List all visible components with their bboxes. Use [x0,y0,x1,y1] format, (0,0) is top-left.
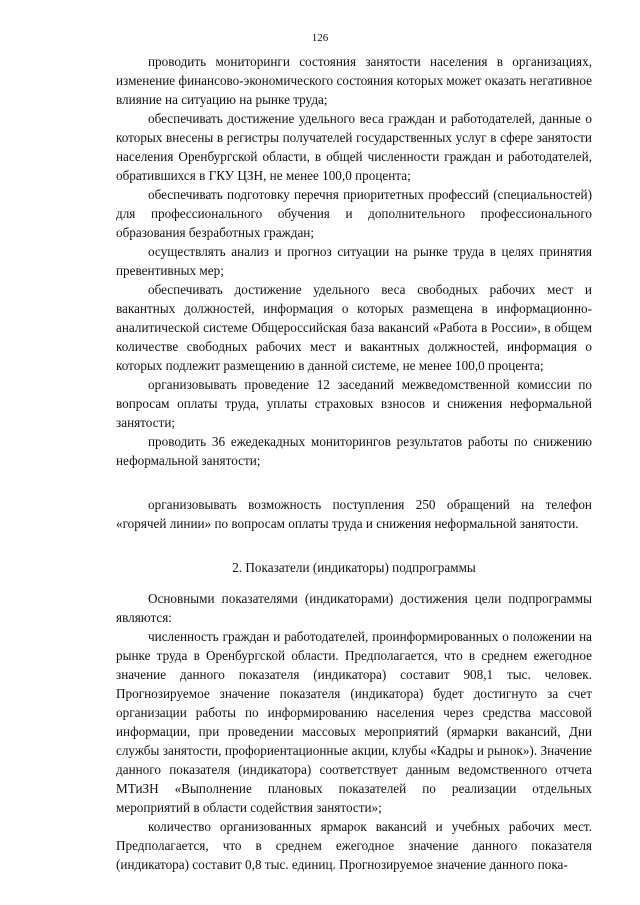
paragraph: Основными показателями (индикаторами) достижения цели подпрограммы являются: [116,591,592,625]
spacer [116,533,592,558]
paragraph-hotline: организовывать возможность поступления 250 обращений на телефон «горячей линии» по вопросам оплаты труда и снижения неформальной занятости. [116,497,592,531]
document-body [116,52,592,874]
paragraph: численность граждан и работодателей, проинформированных о положении на рынке труда в Оренбургской области. Предполагается, что в среднем ежегодное значение данного показателя (индикатора) составит 908,1 тыс. человек. Прогнозируемое значение показателя (индикатора) будет достигнуто за счет организации работы по информированию населения через средства массовой информации, при проведении массовых мероприятий (ярмарки вакансий, Дни службы занятости, профориентационные акции, клубы «Кадры и рынок»). Значение данного показателя (индикатора) соответствует данным ведомственного отчета МТиЗН «Выполнение плановых показателей по реализации отдельных мероприятий в области содействия занятости»; [116,629,592,815]
paragraph: обеспечивать достижение удельного веса граждан и работодателей, данные о которых внесены в регистры получателей государственных услуг в сфере занятости населения Оренбургской области, в общей численности граждан и работодателей, обратившихся в ГКУ ЦЗН, не менее 100,0 процента; [116,111,592,183]
section-heading: 2. Показатели (индикаторы) подпрограммы [232,560,476,575]
paragraph: организовывать проведение 12 заседаний межведомственной комиссии по вопросам оплаты труда, уплаты страховых взносов и снижения неформальной занятости; [116,377,592,430]
spacer [116,577,592,589]
paragraph: обеспечивать подготовку перечня приоритетных профессий (специальностей) для профессионального обучения и дополнительного профессионального образования безработных граждан; [116,187,592,240]
paragraph: количество организованных ярмарок вакансий и учебных рабочих мест. Предполагается, что в среднем ежегодное значение данного показателя (индикатора) составит 0,8 тыс. единиц. Прогнозируемое значение данного пока- [116,819,592,872]
paragraph: осуществлять анализ и прогноз ситуации на рынке труда в целях принятия превентивных мер; [116,244,592,278]
paragraph: проводить мониторинги состояния занятости населения в организациях, изменение финансово-экономического состояния которых может оказать негативное влияние на ситуацию на рынке труда; [116,54,592,107]
paragraph: проводить 36 ежедекадных мониторингов результатов работы по снижению неформальной занятости; [116,434,592,468]
spacer [116,470,592,495]
page-number: 126 [311,32,329,44]
paragraph: обеспечивать достижение удельного веса свободных рабочих мест и вакантных должностей, информация о которых размещена в информационно-аналитической системе Общероссийская база вакансий «Работа в России», в общем количестве свободных рабочих мест и вакантных должностей, информация о которых подлежит размещению в данной системе, не менее 100,0 процента; [116,282,592,373]
